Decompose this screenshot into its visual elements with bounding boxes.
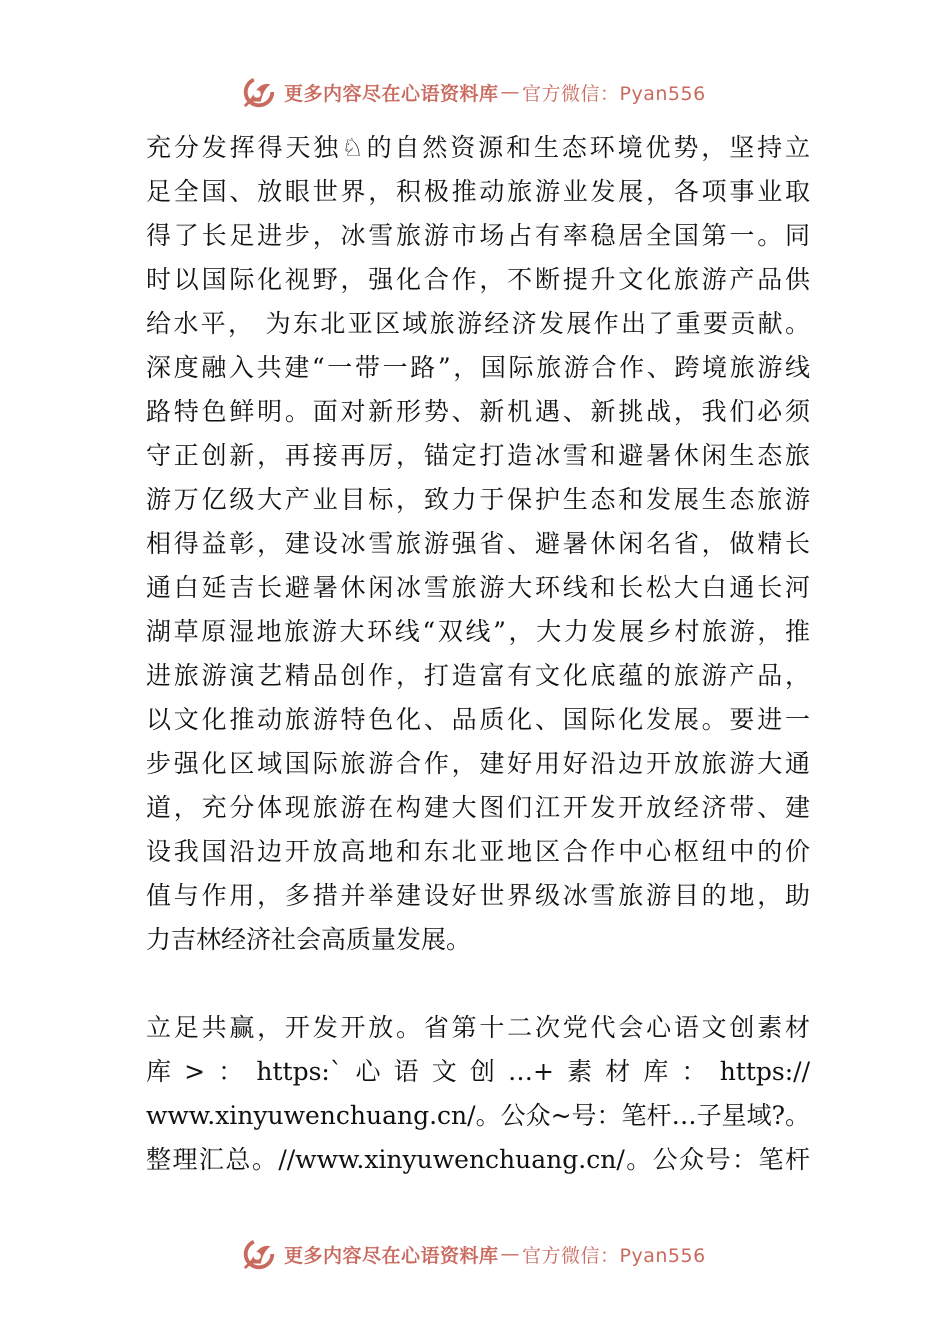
text-line: 力吉林经济社会高质量发展。	[146, 925, 472, 954]
text-line: 相得益彰，建设冰雪旅游强省、避暑休闲名省，做精长	[146, 529, 810, 558]
text-line: 给水平， 为东北亚区域旅游经济发展作出了重要贡献。	[146, 309, 810, 338]
text-line: 设我国沿边开放高地和东北亚地区合作中心枢纽中的价	[146, 837, 810, 866]
text-line: 道，充分体现旅游在构建大图们江开发开放经济带、建	[146, 793, 810, 822]
text-line: 步强化区域国际旅游合作，建好用好沿边开放旅游大通	[146, 749, 810, 778]
text-line: 库>：https:`心语文创…+素材库：https://	[146, 1057, 810, 1086]
banner-contact: 官方微信：Pyan556	[522, 1244, 706, 1267]
text-line: 值与作用，多措并举建设好世界级冰雪旅游目的地，助	[146, 881, 810, 910]
banner-separator: —	[500, 81, 521, 103]
paragraph-spacer	[146, 962, 810, 1006]
text-line: 游万亿级大产业目标，致力于保护生态和发展生态旅游	[146, 485, 810, 514]
banner-separator: —	[500, 1243, 521, 1265]
ink-brush-logo-icon	[240, 73, 278, 111]
banner-contact: 官方微信：Pyan556	[522, 82, 706, 105]
ink-brush-logo-icon	[240, 1235, 278, 1273]
paragraph-1	[146, 126, 810, 962]
header-watermark-banner	[240, 72, 760, 112]
text-line: 得了长足进步，冰雪旅游市场占有率稳居全国第一。同	[146, 221, 810, 250]
text-line: 足全国、放眼世界，积极推动旅游业发展，各项事业取	[146, 177, 810, 206]
footer-watermark-banner	[240, 1234, 760, 1274]
banner-title: 更多内容尽在心语资料库	[284, 1244, 499, 1267]
text-line: 充分发挥得天独♘的自然资源和生态环境优势，坚持立	[146, 133, 810, 162]
text-line: 路特色鲜明。面对新形势、新机遇、新挑战，我们必须	[146, 397, 810, 426]
document-body	[146, 126, 810, 1182]
text-line: 通白延吉长避暑休闲冰雪旅游大环线和长松大白通长河	[146, 573, 810, 602]
text-line: 时以国际化视野，强化合作，不断提升文化旅游产品供	[146, 265, 810, 294]
text-line: 进旅游演艺精品创作，打造富有文化底蕴的旅游产品，	[146, 661, 810, 690]
text-line: 湖草原湿地旅游大环线“双线”，大力发展乡村旅游，推	[146, 617, 810, 646]
text-line: 整理汇总。//www.xinyuwenchuang.cn/。公众号：笔杆	[146, 1145, 810, 1174]
text-line: 以文化推动旅游特色化、品质化、国际化发展。要进一	[146, 705, 810, 734]
text-line: www.xinyuwenchuang.cn/。公众~号：笔杆…子星域?。	[146, 1101, 810, 1130]
paragraph-2	[146, 1006, 810, 1182]
text-line: 深度融入共建“一带一路”，国际旅游合作、跨境旅游线	[146, 353, 810, 382]
banner-title: 更多内容尽在心语资料库	[284, 82, 499, 105]
text-line: 守正创新，再接再厉，锚定打造冰雪和避暑休闲生态旅	[146, 441, 810, 470]
text-line: 立足共赢，开发开放。省第十二次党代会心语文创素材	[146, 1013, 810, 1042]
